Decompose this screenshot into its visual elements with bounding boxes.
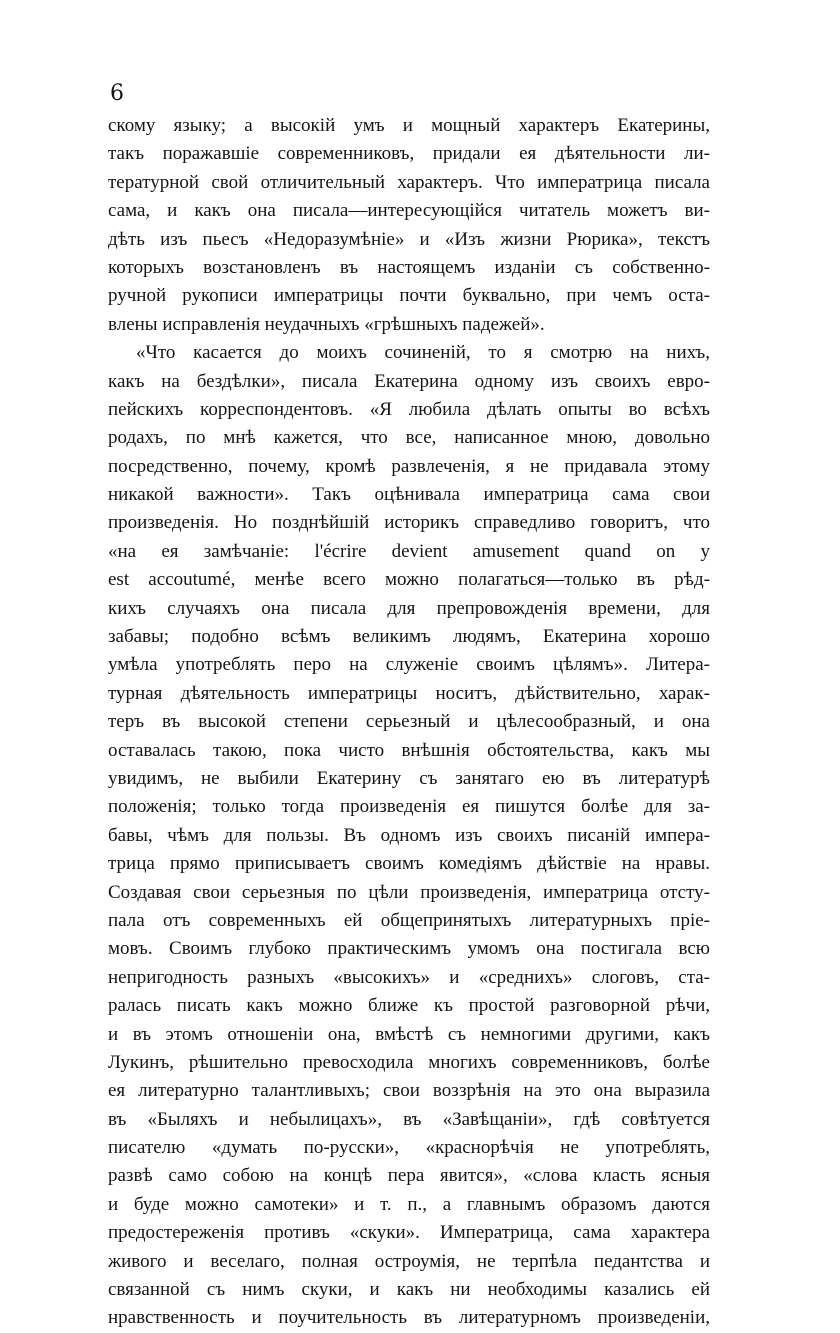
text-line: родахъ, по мнѣ кажется, что все, написанное мною, довольно bbox=[108, 427, 710, 449]
text-line: живого и веселаго, полная остроумія, не терпѣла педантства и bbox=[108, 1250, 710, 1272]
text-line: теръ въ высокой степени серьезный и цѣлесообразный, и она bbox=[108, 711, 710, 733]
text-line: писателю «думать по-русски», «краснорѣчія не употреблять, bbox=[108, 1137, 710, 1159]
text-line: Создавая свои серьезныя по цѣли произведенія, императрица отсту- bbox=[108, 881, 710, 903]
text-line: которыхъ возстановленъ въ настоящемъ изданіи съ собственно- bbox=[108, 256, 710, 278]
text-line: est accoutumé, менѣе всего можно полагаться—только въ рѣд- bbox=[108, 569, 710, 591]
text-line: какъ на бездѣлки», писала Екатерина одному изъ своихъ евро- bbox=[108, 370, 710, 392]
text-line: умѣла употреблять перо на служеніе своимъ цѣлямъ». Литера- bbox=[108, 654, 710, 676]
text-line: предостереженія противъ «скуки». Императрица, сама характера bbox=[108, 1222, 710, 1244]
text-line: связанной съ нимъ скуки, и какъ ни необходимы казались ей bbox=[108, 1279, 710, 1301]
text-line: влены исправленія неудачныхъ «грѣшныхъ падежей». bbox=[108, 313, 545, 335]
text-line: посредственно, почему, кромѣ развлеченія, я не придавала этому bbox=[108, 455, 710, 477]
text-line: «Что касается до моихъ сочиненій, то я смотрю на нихъ, bbox=[136, 342, 710, 364]
text-line: произведенія. Но позднѣйшій историкъ справедливо говоритъ, что bbox=[108, 512, 710, 534]
text-line: нравственность и поучительность въ литературномъ произведеніи, bbox=[108, 1307, 710, 1329]
text-line: пала отъ современныхъ ей общепринятыхъ литературныхъ пріе- bbox=[108, 909, 710, 931]
text-line: ея литературно талантливыхъ; свои воззрѣнія на это она выразила bbox=[108, 1080, 710, 1102]
body-text bbox=[108, 112, 710, 1333]
text-line: непригодность разныхъ «высокихъ» и «среднихъ» слоговъ, ста- bbox=[108, 966, 710, 988]
text-line: трица прямо приписываетъ своимъ комедіямъ дѣйствіе на нравы. bbox=[108, 853, 710, 875]
text-line: увидимъ, не выбили Екатерину съ занятаго ею въ литературѣ bbox=[108, 767, 710, 789]
text-line: въ «Быляхъ и небылицахъ», въ «Завѣщаніи», гдѣ совѣтуется bbox=[108, 1108, 710, 1130]
text-line: положенія; только тогда произведенія ея пишутся болѣе для за- bbox=[108, 796, 710, 818]
text-line: «на ея замѣчаніе: l'écrire devient amusement quand on y bbox=[108, 540, 710, 562]
text-line: сама, и какъ она писала—интересующійся читатель можетъ ви- bbox=[108, 200, 710, 222]
text-line: турная дѣятельность императрицы носитъ, дѣйствительно, харак- bbox=[108, 682, 710, 704]
text-line: оставалась такою, пока чисто внѣшнія обстоятельства, какъ мы bbox=[108, 739, 710, 761]
text-line: кихъ случаяхъ она писала для препровожденія времени, для bbox=[108, 597, 710, 619]
text-line: дѣть изъ пьесъ «Недоразумѣніе» и «Изъ жизни Рюрика», текстъ bbox=[108, 228, 710, 250]
text-line: такъ поражавшіе современниковъ, придали ея дѣятельности ли- bbox=[108, 143, 710, 165]
text-line: ралась писать какъ можно ближе къ простой разговорной рѣчи, bbox=[108, 995, 710, 1017]
text-line: и буде можно самотеки» и т. п., а главнымъ образомъ даются bbox=[108, 1193, 710, 1215]
text-line: развѣ само собою на концѣ пера явится», «слова класть ясныя bbox=[108, 1165, 710, 1187]
text-line: забавы; подобно всѣмъ великимъ людямъ, Екатерина хорошо bbox=[108, 626, 710, 648]
text-line: и въ этомъ отношеніи она, вмѣстѣ съ немногими другими, какъ bbox=[108, 1023, 710, 1045]
text-line: скому языку; а высокій умъ и мощный характеръ Екатерины, bbox=[108, 115, 710, 136]
text-line: никакой важности». Такъ оцѣнивала императрица сама свои bbox=[108, 484, 710, 506]
text-line: ручной рукописи императрицы почти буквально, при чемъ оста- bbox=[108, 285, 710, 307]
text-line: бавы, чѣмъ для пользы. Въ одномъ изъ своихъ писаній импера- bbox=[108, 824, 710, 846]
text-line: тературной свой отличительный характеръ. Что императрица писала bbox=[108, 171, 710, 193]
text-line: мовъ. Своимъ глубоко практическимъ умомъ она постигала всю bbox=[108, 938, 710, 960]
text-line: пейскихъ корреспондентовъ. «Я любила дѣлать опыты во всѣхъ bbox=[108, 398, 710, 420]
page-number: 6 bbox=[110, 81, 124, 106]
text-line: Лукинъ, рѣшительно превосходила многихъ современниковъ, болѣе bbox=[108, 1051, 710, 1073]
